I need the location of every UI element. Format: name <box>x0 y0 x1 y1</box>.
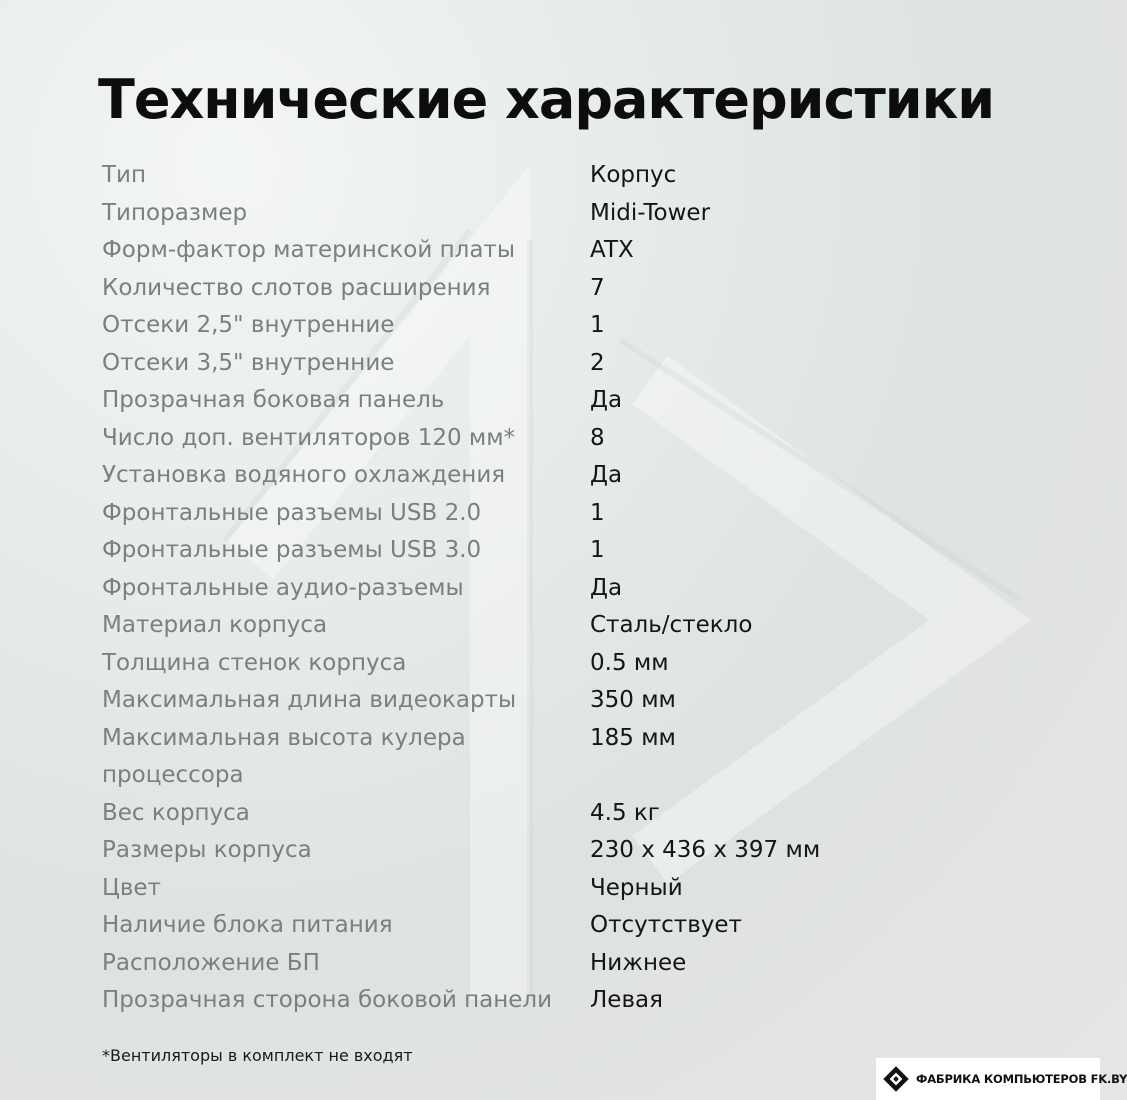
spec-value: Да <box>590 574 623 601</box>
spec-value: 0.5 мм <box>590 649 669 676</box>
fk-diamond-logo-icon <box>882 1065 910 1093</box>
spec-value: Midi-Tower <box>590 199 711 226</box>
spec-row <box>102 195 1002 233</box>
spec-row <box>102 532 1002 570</box>
spec-value: ATX <box>590 237 634 263</box>
spec-row <box>102 832 1002 870</box>
spec-label: Типоразмер <box>102 199 248 226</box>
spec-label: Цвет <box>102 874 161 901</box>
spec-label: Максимальная высота кулера процессора <box>102 724 466 788</box>
spec-value: Черный <box>590 874 683 901</box>
spec-value: 8 <box>590 424 605 451</box>
spec-label: Максимальная длина видеокарты <box>102 687 517 713</box>
spec-row <box>102 982 1002 1020</box>
spec-row <box>102 232 1002 270</box>
spec-label: Расположение БП <box>102 949 320 976</box>
spec-label: Фронтальные разъемы USB 2.0 <box>102 499 482 526</box>
spec-label: Фронтальные аудио-разъемы <box>102 574 464 601</box>
specs-table <box>102 157 1002 1020</box>
spec-label: Отсеки 3,5" внутренние <box>102 349 395 376</box>
page-title: Технические характеристики <box>98 68 995 131</box>
spec-row <box>102 607 1002 645</box>
spec-row <box>102 795 1002 833</box>
spec-value: 1 <box>590 312 605 338</box>
spec-row <box>102 720 1002 795</box>
brand-name: ФАБРИКА КОМПЬЮТЕРОВ FK.BY <box>916 1072 1127 1086</box>
spec-row <box>102 645 1002 683</box>
spec-value: Нижнее <box>590 949 687 976</box>
spec-label: Отсеки 2,5" внутренние <box>102 312 395 338</box>
spec-label: Толщина стенок корпуса <box>102 649 407 676</box>
spec-row <box>102 682 1002 720</box>
spec-row <box>102 945 1002 983</box>
spec-label: Вес корпуса <box>102 799 250 826</box>
spec-row <box>102 420 1002 458</box>
spec-value: Да <box>590 387 623 413</box>
spec-value: Отсутствует <box>590 912 742 938</box>
brand-badge[interactable] <box>876 1058 1127 1100</box>
spec-value: 1 <box>590 537 605 563</box>
spec-label: Форм-фактор материнской платы <box>102 237 515 263</box>
spec-label: Фронтальные разъемы USB 3.0 <box>102 537 482 563</box>
spec-label: Размеры корпуса <box>102 837 312 863</box>
spec-label: Прозрачная боковая панель <box>102 387 445 413</box>
spec-value: Сталь/стекло <box>590 612 753 638</box>
spec-value: 2 <box>590 349 605 376</box>
spec-value: 7 <box>590 274 605 301</box>
spec-value: 185 мм <box>590 724 676 751</box>
spec-label: Наличие блока питания <box>102 912 393 938</box>
spec-value: 350 мм <box>590 687 676 713</box>
spec-value: Да <box>590 462 623 488</box>
spec-value: 1 <box>590 499 605 526</box>
spec-label: Установка водяного охлаждения <box>102 462 506 488</box>
spec-row <box>102 570 1002 608</box>
spec-label: Прозрачная сторона боковой панели <box>102 987 553 1013</box>
spec-label: Материал корпуса <box>102 612 328 638</box>
spec-label: Число доп. вентиляторов 120 мм* <box>102 424 516 451</box>
spec-label: Тип <box>102 162 147 188</box>
spec-row <box>102 907 1002 945</box>
spec-row <box>102 157 1002 195</box>
spec-value: 230 x 436 x 397 мм <box>590 837 821 863</box>
spec-row <box>102 270 1002 308</box>
spec-value: 4.5 кг <box>590 799 660 826</box>
spec-value: Корпус <box>590 162 677 188</box>
spec-row <box>102 382 1002 420</box>
spec-row <box>102 307 1002 345</box>
spec-row <box>102 870 1002 908</box>
spec-row <box>102 345 1002 383</box>
spec-label: Количество слотов расширения <box>102 274 491 301</box>
spec-row <box>102 457 1002 495</box>
footnote: *Вентиляторы в комплект не входят <box>102 1046 413 1065</box>
spec-row <box>102 495 1002 533</box>
spec-value: Левая <box>590 987 663 1013</box>
